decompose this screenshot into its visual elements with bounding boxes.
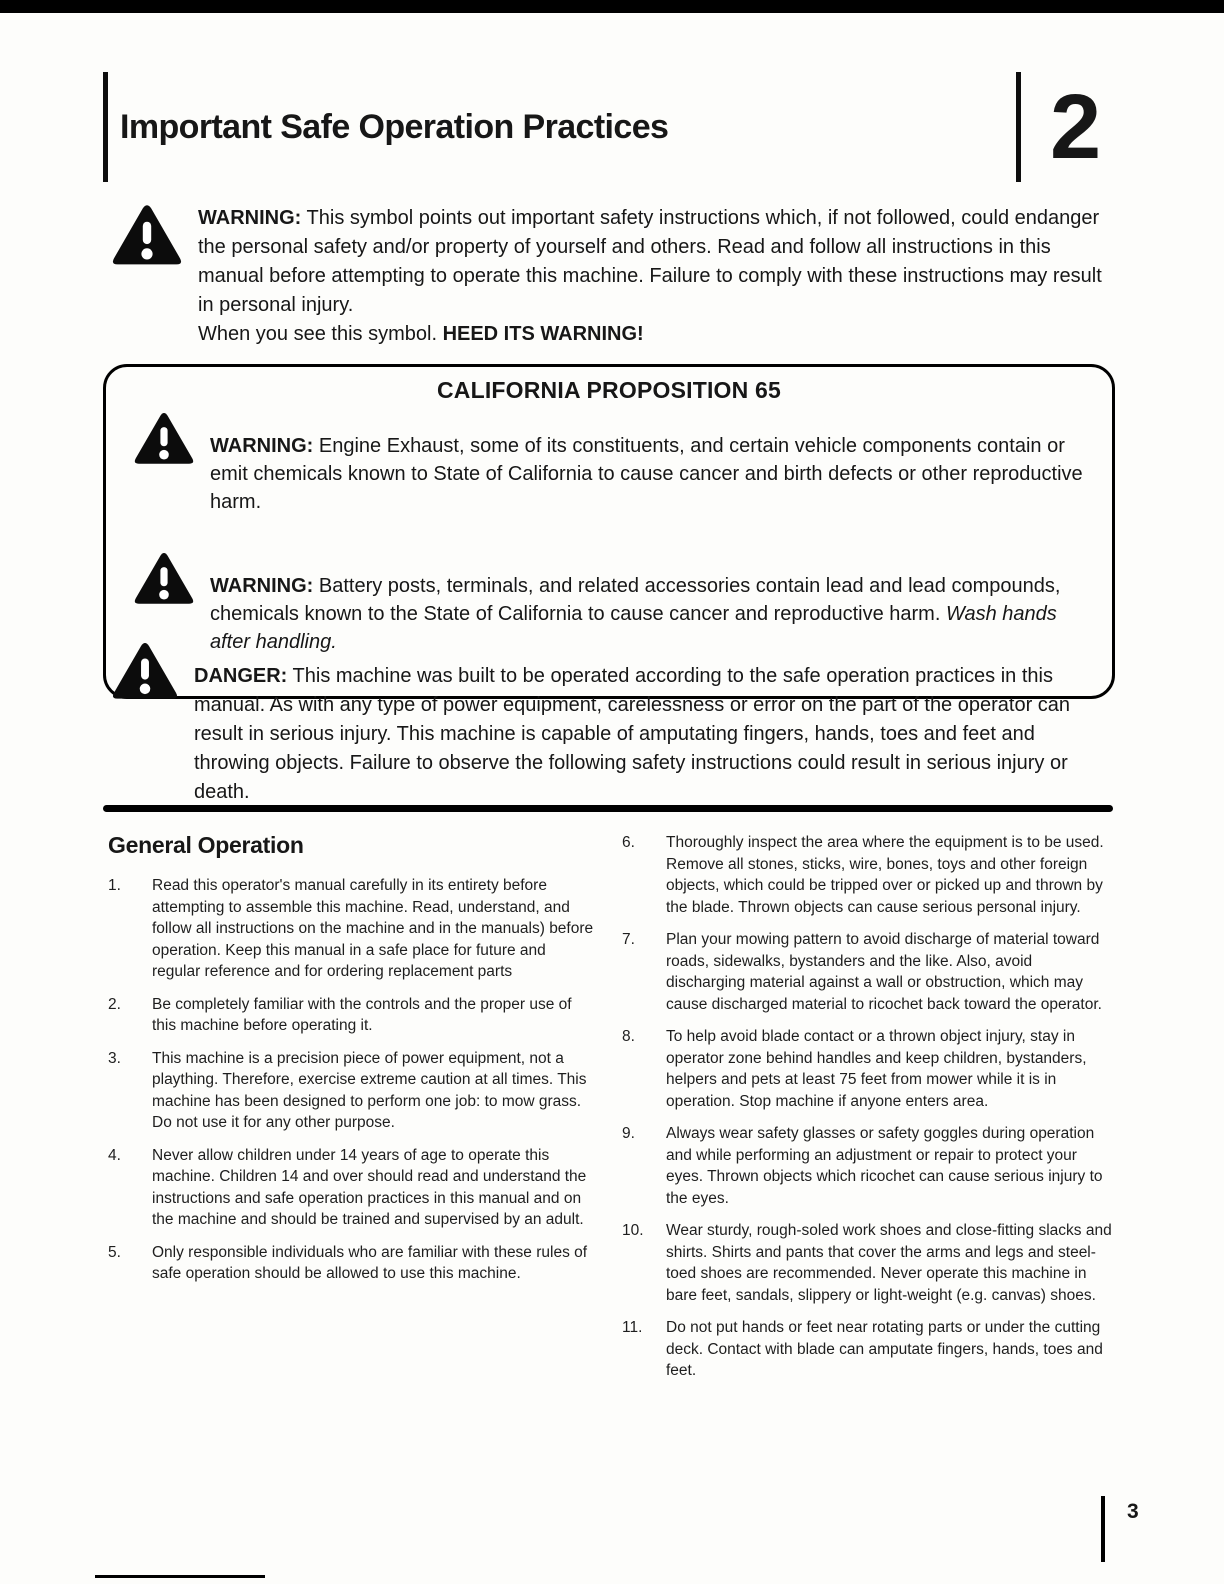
warning-body: This symbol points out important safety instructions which, if not followed, could endanger the personal safety and/or property of yourself and others. Read and follow all instructions in this manual before attempting to operate this machine. Failure to comply with these instructions may result in personal injury. (198, 207, 1102, 316)
danger-text (194, 662, 1114, 807)
section-heading: General Operation (108, 832, 304, 858)
left-column (108, 832, 598, 1393)
warning-triangle-icon (112, 204, 182, 266)
list-item-text: Be completely familiar with the controls and the proper use of this machine before operating it. (152, 995, 572, 1034)
prop65-warning-1 (106, 412, 1112, 536)
list-item-text: Always wear safety glasses or safety goggles during operation and while performing an adjustment or repair to protect your eyes. Thrown objects which ricochet can cause serious injury to the eyes. (666, 1125, 1103, 1207)
list-item-text: This machine is a precision piece of power equipment, not a plaything. Therefore, exercise extreme caution at all times. This machine has been designed to perform one job: to mow grass. Do not use it for any other purpose. (152, 1049, 587, 1131)
list-item (622, 1123, 1112, 1209)
warning-label: WARNING: (210, 575, 314, 597)
prop65-warning-1-text (210, 432, 1086, 516)
list-item-text: Read this operator's manual carefully in its entirety before attempting to assemble this machine. Read, understand, and follow all instructions on the machine and in the manuals) before operation. Keep this manual in a safe place for future and regular reference and for ordering replacement parts (152, 877, 594, 980)
list-item-text: Thoroughly inspect the area where the equipment is to be used. Remove all stones, sticks, wire, bones, toys and other foreign objects, which could be tripped over or picked up and thrown by the blade. Thrown objects can cause serious personal injury. (666, 834, 1104, 916)
warning-body: Engine Exhaust, some of its constituents, and certain vehicle components contain or emit chemicals known to State of California to cause cancer and birth defects or other reproductive harm. (210, 435, 1083, 513)
numbered-list-right (622, 832, 1112, 1382)
list-item-text: To help avoid blade contact or a thrown object injury, stay in operator zone behind handles and keep children, bystanders, helpers and pets at least 75 feet from mower while it is in operation. Stop machine if anyone enters area. (666, 1028, 1087, 1110)
numbered-list-left (108, 875, 598, 1285)
bottom-scan-mark (95, 1575, 265, 1578)
list-item (108, 1048, 598, 1134)
page-title: Important Safe Operation Practices (120, 107, 669, 146)
scan-top-bar (0, 0, 1224, 13)
list-item (108, 875, 598, 983)
warning-text (198, 204, 1112, 349)
warning-paragraph (198, 204, 1112, 320)
title-left-rule (103, 72, 108, 182)
chapter-indicator (1016, 72, 1126, 182)
list-item-number: 3. (108, 1049, 121, 1067)
warning-triangle-icon (134, 412, 194, 465)
list-item-text: Wear sturdy, rough-soled work shoes and close-fitting slacks and shirts. Shirts and pants that cover the arms and legs and steel-toed shoes are recommended. Never operate this machine in bare feet, sandals, slippery or light-weight (e.g. canvas) shoes. (666, 1222, 1112, 1304)
list-item-number: 6. (622, 834, 635, 851)
warning-heed-line (198, 320, 1112, 349)
list-item (622, 1220, 1112, 1306)
list-item-text: Never allow children under 14 years of age to operate this machine. Children 14 and over should read and understand the instructions and safe operation practices in this manual and on the machine and should be trained and supervised by an adult. (152, 1146, 587, 1228)
list-item-number: 8. (622, 1028, 635, 1045)
page-header (103, 72, 1023, 182)
danger-section (112, 642, 1114, 827)
list-item-text: Plan your mowing pattern to avoid discharge of material toward roads, sidewalks, bystanders and the like. Also, avoid discharging material against a wall or obstruction, which may cause discharged material to ricochet back toward the operator. (666, 931, 1102, 1013)
right-column (622, 832, 1112, 1393)
list-item (622, 1026, 1112, 1112)
list-item (108, 994, 598, 1037)
section-divider-rule (103, 805, 1113, 812)
list-item (622, 832, 1112, 918)
warning-label: WARNING: (198, 207, 302, 229)
list-item-number: 9. (622, 1125, 635, 1142)
list-item-number: 11. (622, 1319, 643, 1336)
general-operation-section (108, 832, 1112, 1393)
list-item (622, 929, 1112, 1015)
chapter-left-rule (1016, 72, 1021, 182)
list-item-number: 10. (622, 1222, 644, 1239)
heed-bold: HEED ITS WARNING! (442, 323, 644, 345)
warning-body: Battery posts, terminals, and related accessories contain lead and lead compounds, chemicals known to the State of California to cause cancer and reproductive harm. (210, 575, 1061, 625)
danger-body: This machine was built to be operated according to the safe operation practices in this manual. As with any type of power equipment, carelessness or error on the part of the operator can result in serious injury. This machine is capable of amputating fingers, hands, toes and feet and throwing objects. Failure to observe the following safety instructions could result in serious injury or death. (194, 665, 1071, 803)
warning-triangle-icon (134, 552, 194, 605)
danger-label: DANGER: (194, 665, 288, 687)
list-item-number: 2. (108, 995, 121, 1013)
warning-triangle-icon (112, 642, 178, 700)
list-item-number: 4. (108, 1146, 121, 1164)
heed-pre: When you see this symbol. (198, 323, 437, 345)
list-item (108, 1242, 598, 1285)
list-item-number: 7. (622, 931, 635, 948)
chapter-number: 2 (1050, 75, 1102, 178)
warning-label: WARNING: (210, 435, 314, 457)
prop65-title: CALIFORNIA PROPOSITION 65 (436, 377, 782, 403)
list-item-text: Do not put hands or feet near rotating parts or under the cutting deck. Contact with blade can amputate fingers, hands, toes and feet. (666, 1319, 1103, 1379)
page-number-rule (1101, 1496, 1105, 1562)
warning-italic: Wash hands after handling. (210, 603, 1057, 653)
list-item (622, 1317, 1112, 1382)
list-item (108, 1145, 598, 1231)
list-item-number: 5. (108, 1243, 121, 1261)
warning-section (112, 204, 1112, 349)
list-item-number: 1. (108, 877, 121, 894)
page-number: 3 (1127, 1500, 1139, 1523)
list-item-text: Only responsible individuals who are familiar with these rules of safe operation should be allowed to use this machine. (152, 1243, 588, 1282)
